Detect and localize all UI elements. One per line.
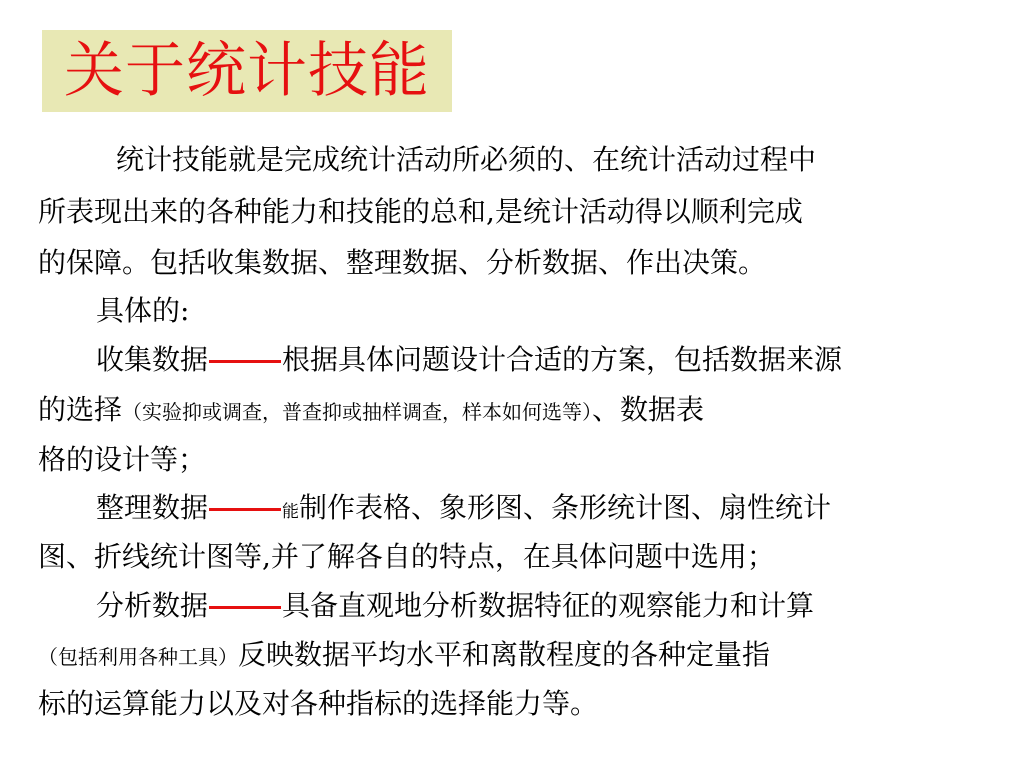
paragraph-1-line-1-text: 统计技能就是完成统计活动所必须的、在统计活动过程中 bbox=[116, 143, 817, 176]
collect-line-3-text: 格的设计等； bbox=[38, 443, 207, 476]
analyze-line-2-note: （包括利用各种工具） bbox=[38, 645, 238, 669]
organize-dash bbox=[209, 508, 281, 511]
collect-term: 收集数据 bbox=[96, 343, 209, 376]
analyze-line-1 bbox=[96, 589, 815, 622]
organize-line-2 bbox=[38, 540, 775, 573]
analyze-line-1-text: 具备直观地分析数据特征的观察能力和计算 bbox=[282, 589, 815, 622]
organize-prefix: 能 bbox=[282, 502, 300, 522]
paragraph-1-line-3-text: 的保障。包括收集数据、整理数据、分析数据、作出决策。 bbox=[38, 246, 767, 279]
collect-line-2 bbox=[38, 393, 705, 426]
collect-line-2-end: 、数据表 bbox=[592, 393, 705, 426]
analyze-line-3-text: 标的运算能力以及对各种指标的选择能力等。 bbox=[38, 687, 599, 720]
collect-dash bbox=[209, 360, 281, 363]
analyze-line-2 bbox=[38, 638, 771, 671]
collect-line-3 bbox=[38, 443, 207, 476]
analyze-line-2-text: 反映数据平均水平和离散程度的各种定量指 bbox=[238, 638, 771, 671]
specific-label: 具体的: bbox=[96, 294, 190, 327]
paragraph-1-line-2-text: 所表现出来的各种能力和技能的总和,是统计活动得以顺利完成 bbox=[38, 195, 803, 228]
organize-line-1-text: 制作表格、象形图、条形统计图、扇性统计 bbox=[299, 491, 832, 524]
analyze-term: 分析数据 bbox=[96, 589, 209, 622]
specific-heading bbox=[96, 294, 190, 327]
paragraph-1-line-3 bbox=[38, 246, 767, 279]
title-box bbox=[42, 30, 452, 112]
analyze-line-3 bbox=[38, 687, 599, 720]
organize-line-1 bbox=[96, 491, 832, 524]
paragraph-1-line-1 bbox=[116, 143, 817, 176]
collect-line-2-start: 的选择 bbox=[38, 393, 123, 426]
paragraph-1-line-2 bbox=[38, 195, 803, 228]
organize-term: 整理数据 bbox=[96, 491, 209, 524]
analyze-dash bbox=[209, 606, 281, 609]
collect-line-1-text: 根据具体问题设计合适的方案，包括数据来源 bbox=[282, 343, 843, 376]
organize-line-2-text: 图、折线统计图等,并了解各自的特点，在具体问题中选用； bbox=[38, 540, 775, 573]
collect-line-1 bbox=[96, 343, 843, 376]
slide-title: 关于统计技能 bbox=[64, 36, 430, 106]
collect-line-2-note: （实验抑或调查，普查抑或抽样调查，样本如何选等） bbox=[122, 400, 593, 424]
